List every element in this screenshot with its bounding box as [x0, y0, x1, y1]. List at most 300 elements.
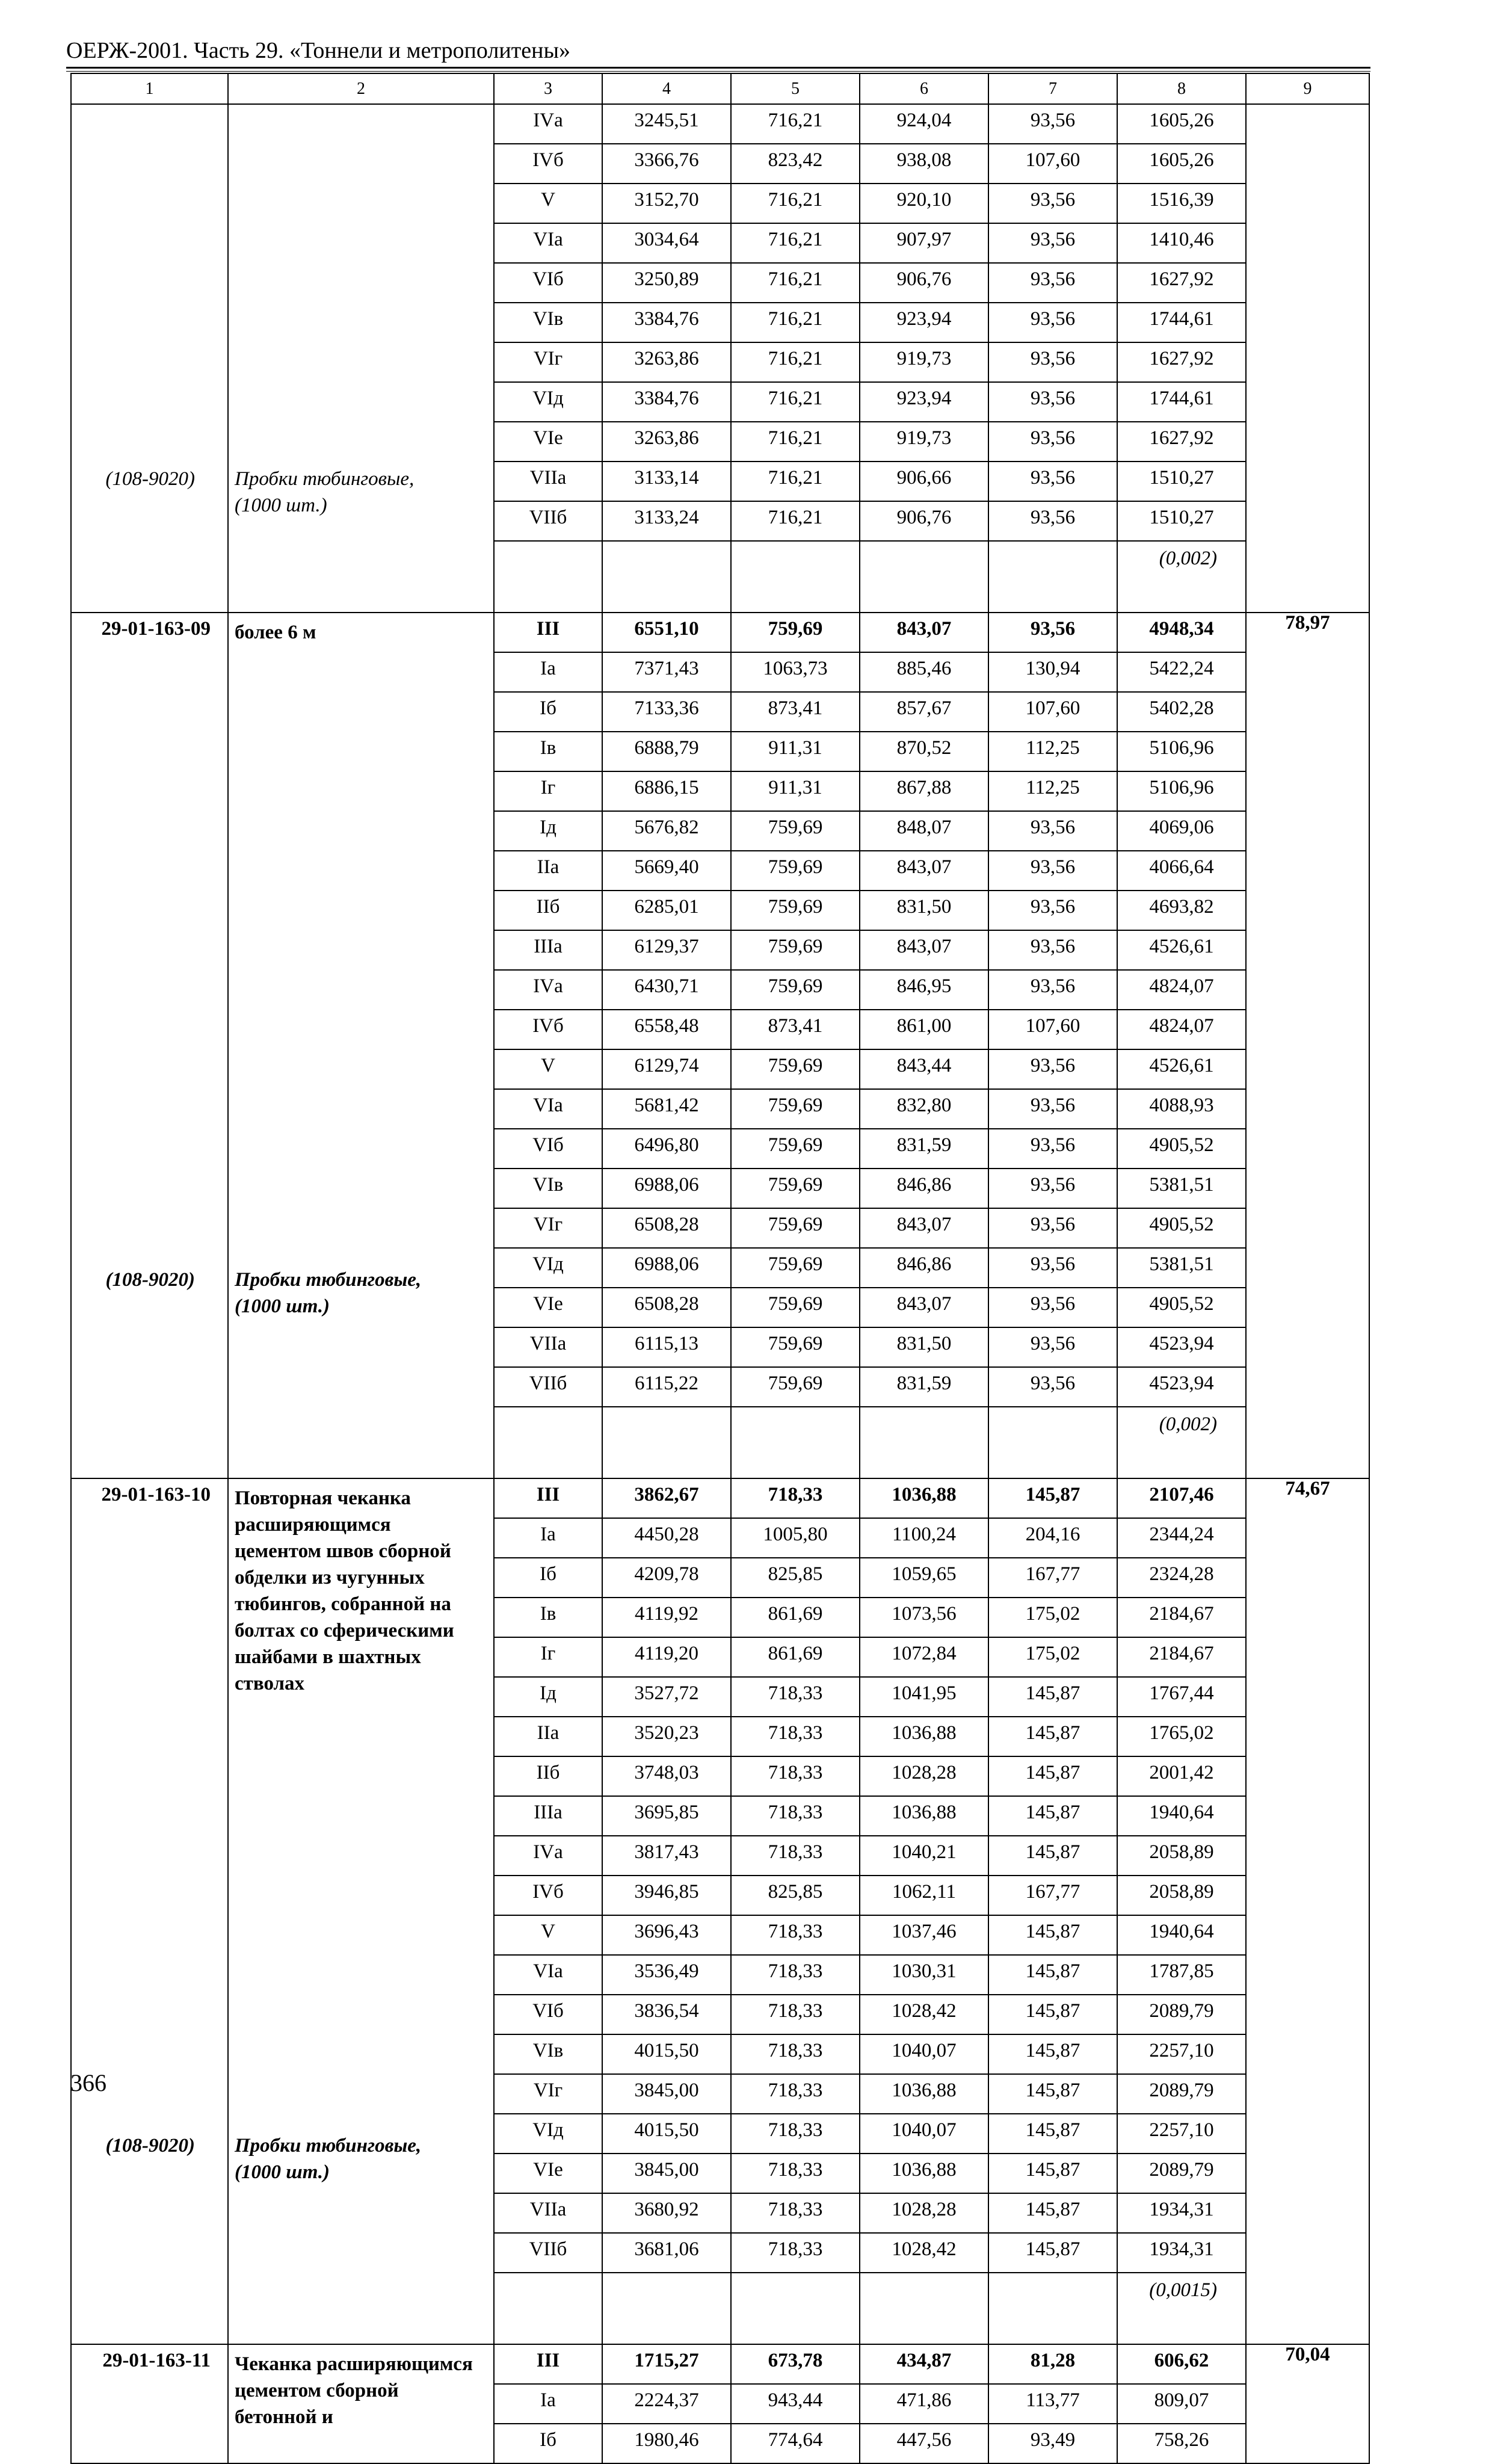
coefficient-cell: 78,97 [1246, 613, 1369, 1478]
territory-code: IIIа [494, 1796, 602, 1836]
material-code: (108-9020) [105, 2135, 195, 2157]
value-cell: 759,69 [731, 891, 860, 930]
territory-code: VIе [494, 1288, 602, 1327]
value-cell: 809,07 [1117, 2384, 1246, 2424]
territory-code: VIIа [494, 1327, 602, 1367]
value-cell: 93,56 [988, 1327, 1117, 1367]
territory-code: VIа [494, 223, 602, 263]
header-rule-thin [66, 71, 1370, 72]
work-description: более 6 м [235, 622, 316, 643]
value-cell: 843,44 [860, 1049, 988, 1089]
value-cell: 2257,10 [1117, 2114, 1246, 2154]
value-cell: 759,69 [731, 970, 860, 1010]
value-cell: 846,86 [860, 1169, 988, 1208]
territory-code: Iб [494, 692, 602, 732]
territory-code: IIб [494, 1756, 602, 1796]
value-cell: 1510,27 [1117, 501, 1246, 541]
value-cell: 2107,46 [1117, 1478, 1246, 1518]
note-cell [860, 1407, 988, 1478]
value-cell: 145,87 [988, 1995, 1117, 2034]
value-cell: 1934,31 [1117, 2193, 1246, 2233]
note-value-block [1118, 1407, 1245, 1478]
note-cell [494, 541, 602, 613]
value-cell: 6115,22 [602, 1367, 731, 1407]
page-number: 366 [70, 2069, 106, 2096]
value-cell: 175,02 [988, 1598, 1117, 1637]
value-cell: 1063,73 [731, 652, 860, 692]
territory-code: IIа [494, 1717, 602, 1756]
territory-code: V [494, 184, 602, 223]
value-cell: 4905,52 [1117, 1288, 1246, 1327]
value-cell: 873,41 [731, 1010, 860, 1049]
note-cell [731, 2273, 860, 2344]
value-cell: 1041,95 [860, 1677, 988, 1717]
value-cell: 145,87 [988, 1717, 1117, 1756]
value-cell: 4905,52 [1117, 1208, 1246, 1248]
territory-code: VIг [494, 1208, 602, 1248]
value-cell: 93,56 [988, 422, 1117, 462]
value-cell: 6988,06 [602, 1169, 731, 1208]
column-number: 5 [731, 73, 860, 104]
territory-code: Iг [494, 771, 602, 811]
value-cell: 1787,85 [1117, 1955, 1246, 1995]
value-cell: 1028,42 [860, 1995, 988, 2034]
value-cell: 1627,92 [1117, 422, 1246, 462]
value-cell: 93,56 [988, 1169, 1117, 1208]
value-cell: 7371,43 [602, 652, 731, 692]
value-cell: 716,21 [731, 501, 860, 541]
value-cell: 7133,36 [602, 692, 731, 732]
value-cell: 6496,80 [602, 1129, 731, 1169]
value-cell: 861,00 [860, 1010, 988, 1049]
value-cell: 831,50 [860, 1327, 988, 1367]
territory-code: IVб [494, 1010, 602, 1049]
value-cell: 145,87 [988, 2114, 1117, 2154]
value-cell: 2257,10 [1117, 2034, 1246, 2074]
value-cell: 943,44 [731, 2384, 860, 2424]
value-cell: 718,33 [731, 1796, 860, 1836]
value-cell: 1627,92 [1117, 263, 1246, 303]
value-cell: 93,56 [988, 1288, 1117, 1327]
value-cell: 1744,61 [1117, 382, 1246, 422]
value-cell: 93,56 [988, 303, 1117, 342]
value-cell: 3862,67 [602, 1478, 731, 1518]
territory-code: VIб [494, 263, 602, 303]
value-cell: 823,42 [731, 144, 860, 184]
coefficient-cell: 74,67 [1246, 1478, 1369, 2344]
value-cell: 831,50 [860, 891, 988, 930]
note-cell [494, 1407, 602, 1478]
value-cell: 2224,37 [602, 2384, 731, 2424]
value-cell: 1036,88 [860, 2154, 988, 2193]
value-cell: 759,69 [731, 1089, 860, 1129]
value-cell: 718,33 [731, 2074, 860, 2114]
territory-code: VIа [494, 1955, 602, 1995]
value-cell: 759,69 [731, 851, 860, 891]
value-cell: 93,56 [988, 811, 1117, 851]
value-cell: 1605,26 [1117, 144, 1246, 184]
column-number: 3 [494, 73, 602, 104]
value-cell: 6430,71 [602, 970, 731, 1010]
value-cell: 843,07 [860, 1288, 988, 1327]
header-rule [66, 67, 1370, 69]
territory-code: VIг [494, 2074, 602, 2114]
value-cell: 718,33 [731, 2034, 860, 2074]
value-cell: 93,56 [988, 1089, 1117, 1129]
value-cell: 861,69 [731, 1598, 860, 1637]
territory-code: Iв [494, 1598, 602, 1637]
value-cell: 4015,50 [602, 2114, 731, 2154]
value-cell: 6285,01 [602, 891, 731, 930]
value-cell: 145,87 [988, 1677, 1117, 1717]
value-cell: 718,33 [731, 2114, 860, 2154]
value-cell: 3384,76 [602, 382, 731, 422]
territory-code: IVа [494, 104, 602, 144]
value-cell: 4069,06 [1117, 811, 1246, 851]
value-cell: 112,25 [988, 732, 1117, 771]
work-description: Повторная чеканка расширяющимся цементом швов сборной обделки из чугунных тюбингов, собранной на болтах со сферическими шайбами в шахтных стволах [235, 1487, 454, 1694]
territory-code: VIд [494, 1248, 602, 1288]
value-cell: 112,25 [988, 771, 1117, 811]
value-cell: 1037,46 [860, 1915, 988, 1955]
value-cell: 204,16 [988, 1518, 1117, 1558]
description-block [229, 613, 493, 1333]
value-cell: 906,76 [860, 501, 988, 541]
value-cell: 4526,61 [1117, 1049, 1246, 1089]
note-cell [602, 2273, 731, 2344]
value-cell: 6508,28 [602, 1208, 731, 1248]
value-cell: 6115,13 [602, 1327, 731, 1367]
territory-code: VIв [494, 2034, 602, 2074]
value-cell: 919,73 [860, 342, 988, 382]
value-cell: 145,87 [988, 1478, 1117, 1518]
value-cell: 93,49 [988, 2424, 1117, 2463]
territory-code: VIб [494, 1129, 602, 1169]
value-cell: 1715,27 [602, 2344, 731, 2384]
value-cell: 4119,20 [602, 1637, 731, 1677]
value-cell: 924,04 [860, 104, 988, 144]
territory-code: Iг [494, 1637, 602, 1677]
value-cell: 5422,24 [1117, 652, 1246, 692]
value-cell: 1005,80 [731, 1518, 860, 1558]
value-cell: 145,87 [988, 2154, 1117, 2193]
value-cell: 3520,23 [602, 1717, 731, 1756]
note-cell [1117, 1407, 1246, 1478]
value-cell: 2324,28 [1117, 1558, 1246, 1598]
value-cell: 920,10 [860, 184, 988, 223]
code-block [72, 613, 219, 1333]
value-cell: 718,33 [731, 1915, 860, 1955]
territory-code: VIг [494, 342, 602, 382]
value-cell: 759,69 [731, 1248, 860, 1288]
territory-code: VIIа [494, 2193, 602, 2233]
territory-code: VIе [494, 2154, 602, 2193]
material-name: Пробки тюбинговые, (1000 шт.) [235, 2135, 422, 2183]
column-number-row [71, 73, 1369, 104]
value-cell: 93,56 [988, 1129, 1117, 1169]
note-cell [731, 1407, 860, 1478]
note-cell [494, 2273, 602, 2344]
value-cell: 1040,07 [860, 2034, 988, 2074]
value-cell: 759,69 [731, 1208, 860, 1248]
value-cell: 93,56 [988, 1367, 1117, 1407]
value-cell: 718,33 [731, 2193, 860, 2233]
value-cell: 4450,28 [602, 1518, 731, 1558]
value-cell: 716,21 [731, 422, 860, 462]
value-cell: 718,33 [731, 1955, 860, 1995]
territory-code: III [494, 1478, 602, 1518]
value-cell: 1100,24 [860, 1518, 988, 1558]
value-cell: 145,87 [988, 2233, 1117, 2273]
territory-code: IIб [494, 891, 602, 930]
territory-code: Iа [494, 2384, 602, 2424]
value-cell: 1036,88 [860, 1796, 988, 1836]
value-cell: 758,26 [1117, 2424, 1246, 2463]
value-cell: 6558,48 [602, 1010, 731, 1049]
value-cell: 93,56 [988, 382, 1117, 422]
value-cell: 107,60 [988, 144, 1117, 184]
value-cell: 5381,51 [1117, 1169, 1246, 1208]
value-cell: 1510,27 [1117, 462, 1246, 501]
value-cell: 774,64 [731, 2424, 860, 2463]
rate-code: 29-01-163-11 [102, 2350, 211, 2371]
table-row [71, 104, 1369, 144]
value-cell: 93,56 [988, 462, 1117, 501]
value-cell: 471,86 [860, 2384, 988, 2424]
territory-code: VIб [494, 1995, 602, 2034]
value-cell: 606,62 [1117, 2344, 1246, 2384]
value-cell: 718,33 [731, 1478, 860, 1518]
value-cell: 825,85 [731, 1558, 860, 1598]
value-cell: 5669,40 [602, 851, 731, 891]
value-cell: 6988,06 [602, 1248, 731, 1288]
value-cell: 2184,67 [1117, 1637, 1246, 1677]
value-cell: 716,21 [731, 342, 860, 382]
value-cell: 716,21 [731, 263, 860, 303]
material-name: Пробки тюбинговые, (1000 шт.) [235, 468, 415, 516]
work-description: Чеканка расширяющимся цементом сборной бетонной и [235, 2353, 473, 2428]
value-cell: 2089,79 [1117, 2074, 1246, 2114]
value-cell: 5106,96 [1117, 771, 1246, 811]
value-cell: 759,69 [731, 1327, 860, 1367]
value-cell: 4015,50 [602, 2034, 731, 2074]
value-cell: 93,56 [988, 891, 1117, 930]
value-cell: 1036,88 [860, 2074, 988, 2114]
column-number: 8 [1117, 73, 1246, 104]
value-cell: 145,87 [988, 2074, 1117, 2114]
value-cell: 434,87 [860, 2344, 988, 2384]
territory-code: III [494, 613, 602, 652]
value-cell: 759,69 [731, 1169, 860, 1208]
territory-code: Iб [494, 1558, 602, 1598]
value-cell: 759,69 [731, 613, 860, 652]
value-cell: 1940,64 [1117, 1796, 1246, 1836]
value-cell: 145,87 [988, 2193, 1117, 2233]
value-cell: 716,21 [731, 223, 860, 263]
value-cell: 167,77 [988, 1558, 1117, 1598]
note-cell [602, 1407, 731, 1478]
column-number: 9 [1246, 73, 1369, 104]
value-cell: 938,08 [860, 144, 988, 184]
value-cell: 5381,51 [1117, 1248, 1246, 1288]
rate-code: 29-01-163-10 [101, 1484, 211, 1505]
page-header-title: ОЕРЖ-2001. Часть 29. «Тоннели и метрополитены» [66, 38, 571, 63]
value-cell: 906,66 [860, 462, 988, 501]
note-cell [860, 2273, 988, 2344]
value-cell: 759,69 [731, 1367, 860, 1407]
value-cell: 93,56 [988, 1248, 1117, 1288]
value-cell: 718,33 [731, 1836, 860, 1876]
value-cell: 867,88 [860, 771, 988, 811]
value-cell: 718,33 [731, 1995, 860, 2034]
value-cell: 1605,26 [1117, 104, 1246, 144]
table-row [71, 1478, 1369, 1518]
value-cell: 1028,28 [860, 1756, 988, 1796]
value-cell: 6508,28 [602, 1288, 731, 1327]
territory-code: IVа [494, 1836, 602, 1876]
value-cell: 2344,24 [1117, 1518, 1246, 1558]
value-cell: 718,33 [731, 1717, 860, 1756]
value-cell: 2001,42 [1117, 1756, 1246, 1796]
territory-code: VIIб [494, 1367, 602, 1407]
code-cell [71, 2344, 228, 2463]
value-cell: 718,33 [731, 1677, 860, 1717]
value-cell: 1062,11 [860, 1876, 988, 1915]
value-cell: 3696,43 [602, 1915, 731, 1955]
value-cell: 4948,34 [1117, 613, 1246, 652]
value-cell: 843,07 [860, 930, 988, 970]
value-cell: 6129,37 [602, 930, 731, 970]
value-cell: 145,87 [988, 1756, 1117, 1796]
value-cell: 93,56 [988, 263, 1117, 303]
value-cell: 3250,89 [602, 263, 731, 303]
value-cell: 2089,79 [1117, 1995, 1246, 2034]
value-cell: 861,69 [731, 1637, 860, 1677]
value-cell: 843,07 [860, 613, 988, 652]
value-cell: 716,21 [731, 104, 860, 144]
value-cell: 843,07 [860, 851, 988, 891]
value-cell: 2058,89 [1117, 1836, 1246, 1876]
value-cell: 4523,94 [1117, 1367, 1246, 1407]
coefficient-cell: 70,04 [1246, 2344, 1369, 2463]
material-quantity: (0,002) [1159, 1413, 1217, 1435]
value-cell: 759,69 [731, 1049, 860, 1089]
value-cell: 93,56 [988, 184, 1117, 223]
value-cell: 4824,07 [1117, 1010, 1246, 1049]
value-cell: 5106,96 [1117, 732, 1246, 771]
territory-code: IVб [494, 144, 602, 184]
value-cell: 145,87 [988, 1836, 1117, 1876]
value-cell: 843,07 [860, 1208, 988, 1248]
value-cell: 5402,28 [1117, 692, 1246, 732]
code-block [72, 105, 219, 533]
material-code: (108-9020) [105, 468, 195, 490]
value-cell: 906,76 [860, 263, 988, 303]
value-cell: 718,33 [731, 2154, 860, 2193]
territory-code: IIIа [494, 930, 602, 970]
value-cell: 1744,61 [1117, 303, 1246, 342]
value-cell: 759,69 [731, 930, 860, 970]
value-cell: 4119,92 [602, 1598, 731, 1637]
territory-code: V [494, 1915, 602, 1955]
price-table [70, 73, 1370, 2464]
value-cell: 1028,42 [860, 2233, 988, 2273]
code-block [72, 2345, 219, 2442]
value-cell: 923,94 [860, 382, 988, 422]
value-cell: 846,95 [860, 970, 988, 1010]
description-cell [228, 1478, 494, 2344]
table-row [71, 613, 1369, 652]
value-cell: 857,67 [860, 692, 988, 732]
note-cell [988, 541, 1117, 613]
note-cell [602, 541, 731, 613]
value-cell: 3845,00 [602, 2154, 731, 2193]
value-cell: 5676,82 [602, 811, 731, 851]
column-number: 4 [602, 73, 731, 104]
value-cell: 2184,67 [1117, 1598, 1246, 1637]
value-cell: 4824,07 [1117, 970, 1246, 1010]
coefficient-cell [1246, 104, 1369, 613]
value-cell: 3845,00 [602, 2074, 731, 2114]
value-cell: 873,41 [731, 692, 860, 732]
value-cell: 3152,70 [602, 184, 731, 223]
territory-code: VIв [494, 303, 602, 342]
description-cell [228, 613, 494, 1478]
value-cell: 4526,61 [1117, 930, 1246, 970]
territory-code: IVа [494, 970, 602, 1010]
note-cell [1117, 2273, 1246, 2344]
note-cell [988, 1407, 1117, 1478]
value-cell: 130,94 [988, 652, 1117, 692]
note-cell [1117, 541, 1246, 613]
value-cell: 718,33 [731, 1756, 860, 1796]
value-cell: 3817,43 [602, 1836, 731, 1876]
value-cell: 1040,07 [860, 2114, 988, 2154]
note-cell [988, 2273, 1117, 2344]
value-cell: 911,31 [731, 771, 860, 811]
value-cell: 1765,02 [1117, 1717, 1246, 1756]
rate-code: 29-01-163-09 [101, 618, 211, 640]
territory-code: VIд [494, 2114, 602, 2154]
material-quantity: (0,002) [1159, 548, 1217, 569]
material-code: (108-9020) [105, 1269, 195, 1291]
value-cell: 716,21 [731, 462, 860, 501]
value-cell: 93,56 [988, 342, 1117, 382]
note-value-block [1118, 2273, 1245, 2344]
code-cell [71, 1478, 228, 2344]
value-cell: 3263,86 [602, 342, 731, 382]
value-cell: 3384,76 [602, 303, 731, 342]
value-cell: 3034,64 [602, 223, 731, 263]
value-cell: 93,56 [988, 223, 1117, 263]
territory-code: VIв [494, 1169, 602, 1208]
value-cell: 870,52 [860, 732, 988, 771]
territory-code: IVб [494, 1876, 602, 1915]
value-cell: 1934,31 [1117, 2233, 1246, 2273]
value-cell: 923,94 [860, 303, 988, 342]
value-cell: 167,77 [988, 1876, 1117, 1915]
value-cell: 4088,93 [1117, 1089, 1246, 1129]
value-cell: 848,07 [860, 811, 988, 851]
value-cell: 2058,89 [1117, 1876, 1246, 1915]
material-name: Пробки тюбинговые, (1000 шт.) [235, 1269, 422, 1317]
value-cell: 885,46 [860, 652, 988, 692]
value-cell: 1072,84 [860, 1637, 988, 1677]
value-cell: 4523,94 [1117, 1327, 1246, 1367]
table-row [71, 2344, 1369, 2384]
value-cell: 919,73 [860, 422, 988, 462]
territory-code: Iв [494, 732, 602, 771]
